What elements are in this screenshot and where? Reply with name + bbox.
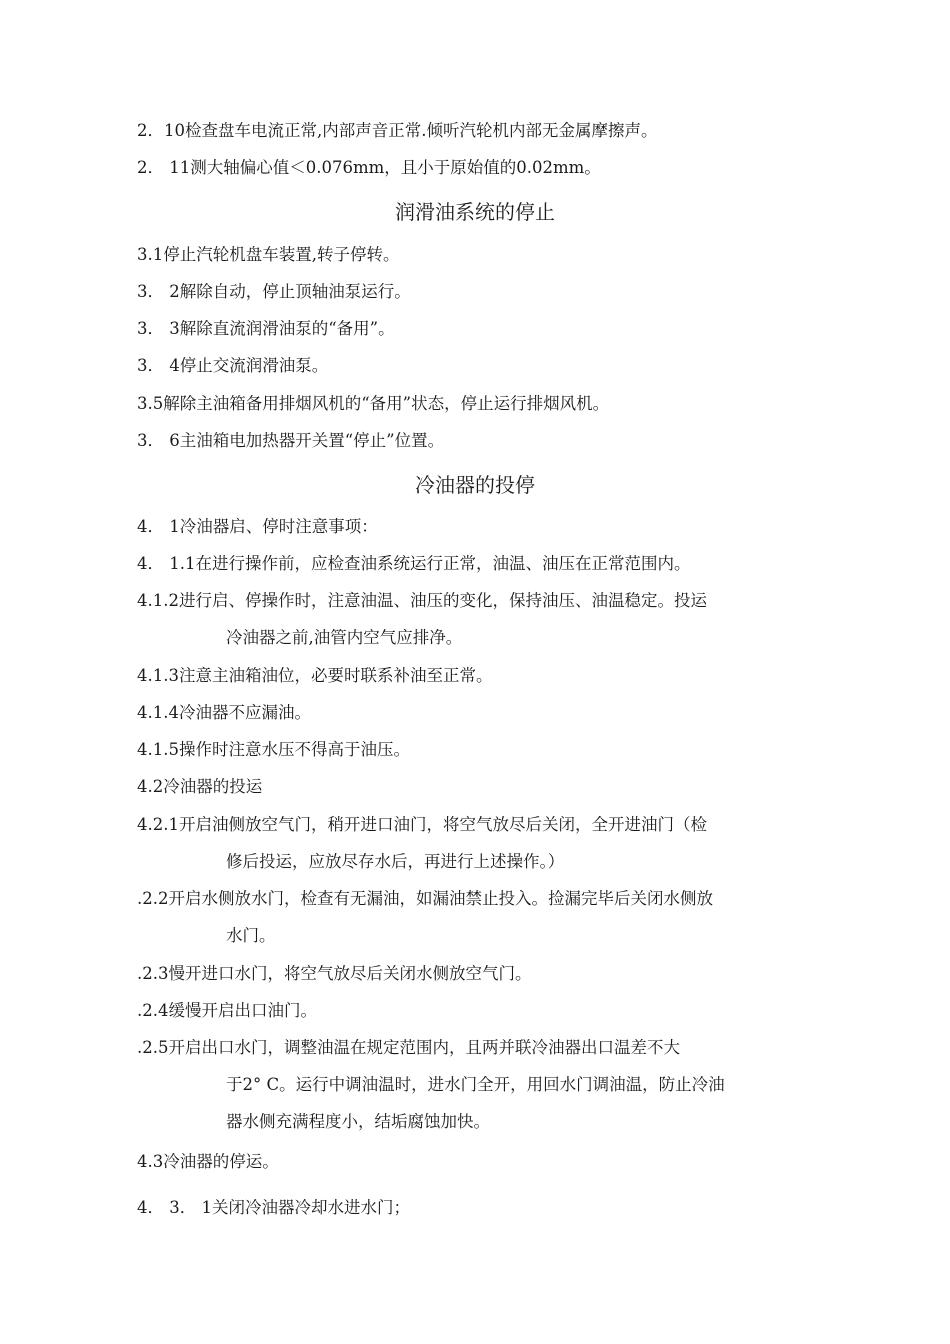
text-line: 3.1停止汽轮机盘车装置,转子停转。 [137, 245, 400, 264]
text-line: 3.5解除主油箱备用排烟风机的“备用”状态，停止运行排烟风机。 [137, 394, 610, 413]
text-line: 3． 4停止交流润滑油泵。 [137, 356, 329, 375]
text-line: .2.5开启出口水门，调整油温在规定范围内，且两并联冷油器出口温差不大 [137, 1038, 680, 1057]
text-line: 冷油器之前,油管内空气应排净。 [226, 628, 463, 647]
section-heading: 润滑油系统的停止 [395, 200, 555, 224]
text-line: 4.3冷油器的停运。 [137, 1152, 279, 1171]
text-line: 4.1.5操作时注意水压不得高于油压。 [137, 740, 410, 759]
text-line: 4． 3． 1关闭冷油器冷却水进水门； [137, 1198, 410, 1217]
text-line: 4.2.1开启油侧放空气门，稍开进口油门，将空气放尽后关闭，全开进油门（检 [137, 815, 707, 834]
text-line: 3． 2解除自动，停止顶轴油泵运行。 [137, 282, 411, 301]
text-line: 4.1.2进行启、停操作时，注意油温、油压的变化，保持油压、油温稳定。投运 [137, 591, 707, 610]
text-line: .2.4缓慢开启出口油门。 [137, 1001, 317, 1020]
section-heading: 冷油器的投停 [415, 473, 535, 497]
text-line: 4.2冷油器的投运 [137, 777, 263, 796]
text-line: .2.2开启水侧放水门，检查有无漏油，如漏油禁止投入。捡漏完毕后关闭水侧放 [137, 889, 713, 908]
text-line: 4． 1.1在进行操作前，应检查油系统运行正常，油温、油压在正常范围内。 [137, 554, 691, 573]
text-line: 4． 1冷油器启、停时注意事项： [137, 517, 378, 536]
text-line: .2.3慢开进口水门，将空气放尽后关闭水侧放空气门。 [137, 964, 532, 983]
text-line: 器水侧充满程度小，结垢腐蚀加快。 [226, 1112, 490, 1131]
text-line: 修后投运，应放尽存水后，再进行上述操作。） [226, 852, 565, 871]
text-line: 2． 11测大轴偏心值＜0.076mm，且小于原始值的0.02mm。 [137, 158, 601, 177]
text-line: 2．10检查盘车电流正常,内部声音正常.倾听汽轮机内部无金属摩擦声。 [137, 121, 658, 140]
text-line: 4.1.4冷油器不应漏油。 [137, 703, 311, 722]
text-line: 3． 6主油箱电加热器开关置“停止”位置。 [137, 431, 445, 450]
text-line: 3． 3解除直流润滑油泵的“备用”。 [137, 319, 395, 338]
text-line: 4.1.3注意主油箱油位，必要时联系补油至正常。 [137, 666, 493, 685]
text-line: 于2° C。运行中调油温时，进水门全开，用回水门调油温，防止冷油 [226, 1075, 725, 1094]
text-line: 水门。 [226, 926, 276, 945]
